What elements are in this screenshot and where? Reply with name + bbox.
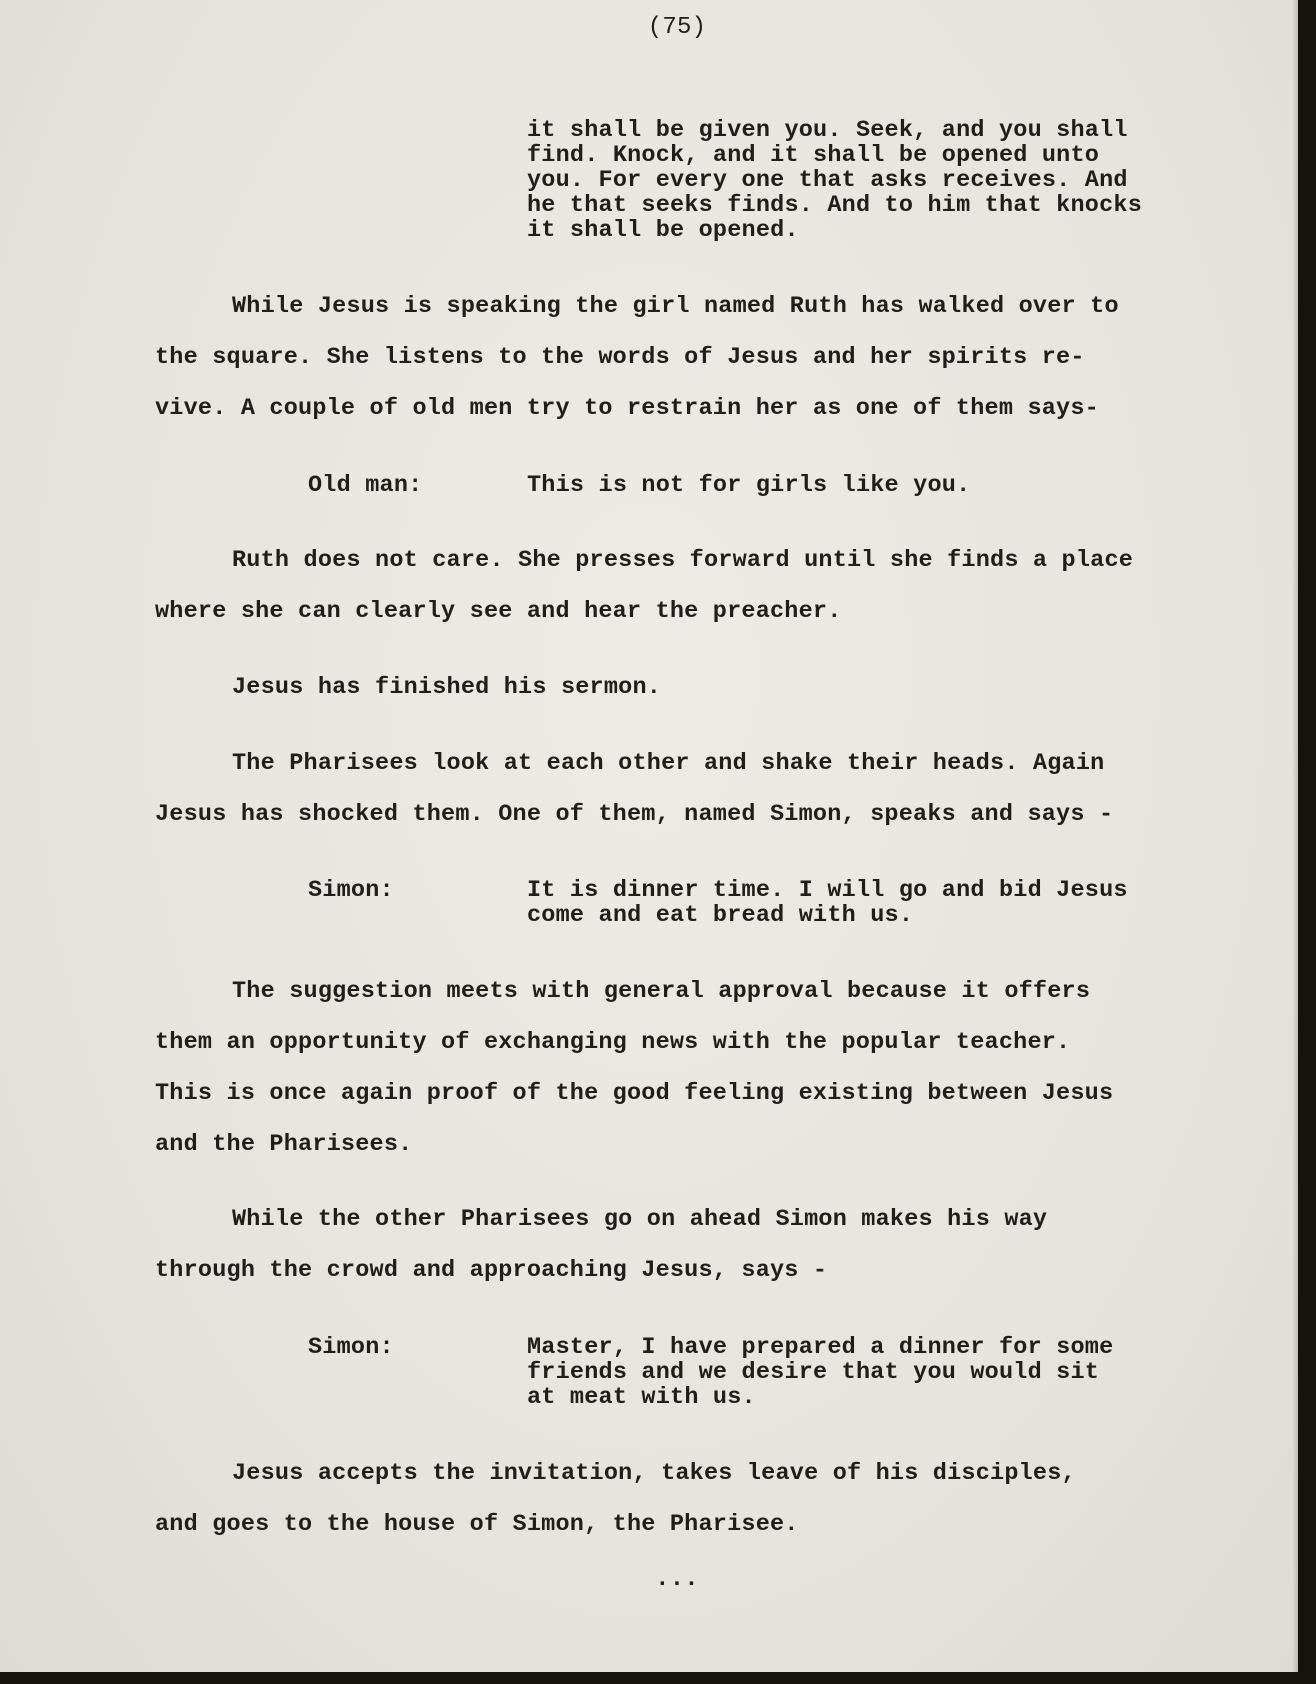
speaker-label: Old man:	[308, 472, 423, 499]
dialogue-line: Master, I have prepared a dinner for some friends and we desire that you would sit at meat with us.	[527, 1334, 1114, 1411]
section-break-ellipsis: ...	[655, 1566, 699, 1593]
paragraph-ruth-walks: While Jesus is speaking the girl named Ruth has walked over to the square. She listens to the words of Jesus and her spirits re- vive. A couple of old men try to restrain her as one of them says-	[155, 293, 1119, 422]
paragraph-sermon-finished: Jesus has finished his sermon.	[232, 674, 662, 701]
paragraph-pharisees-shocked: The Pharisees look at each other and shake their heads. Again Jesus has shocked them. One of them, named Simon, speaks and says -	[155, 750, 1114, 828]
dialogue-line: This is not for girls like you.	[527, 472, 971, 499]
dialogue-line: It is dinner time. I will go and bid Jesus come and eat bread with us.	[527, 877, 1128, 929]
speaker-label: Simon:	[308, 877, 394, 904]
paragraph-suggestion: The suggestion meets with general approval because it offers them an opportunity of exchanging news with the popular teacher. This is once again proof of the good feeling existing between Jesus and the Pharisees.	[155, 978, 1114, 1158]
page-number: (75)	[647, 14, 707, 41]
speaker-label: Simon:	[308, 1334, 394, 1361]
scripture-quote: it shall be given you. Seek, and you shall find. Knock, and it shall be opened unto you. For every one that asks receives. And he that seeks finds. And to him that knocks it shall be opened.	[527, 117, 1142, 244]
paragraph-simon-approaches: While the other Pharisees go on ahead Simon makes his way through the crowd and approaching Jesus, says -	[155, 1206, 1048, 1284]
paragraph-ruth-presses: Ruth does not care. She presses forward until she finds a place where she can clearly see and hear the preacher.	[155, 547, 1134, 625]
page-edge-shadow	[1292, 0, 1298, 1672]
paragraph-jesus-accepts: Jesus accepts the invitation, takes leave of his disciples, and goes to the house of Simon, the Pharisee.	[155, 1460, 1076, 1538]
